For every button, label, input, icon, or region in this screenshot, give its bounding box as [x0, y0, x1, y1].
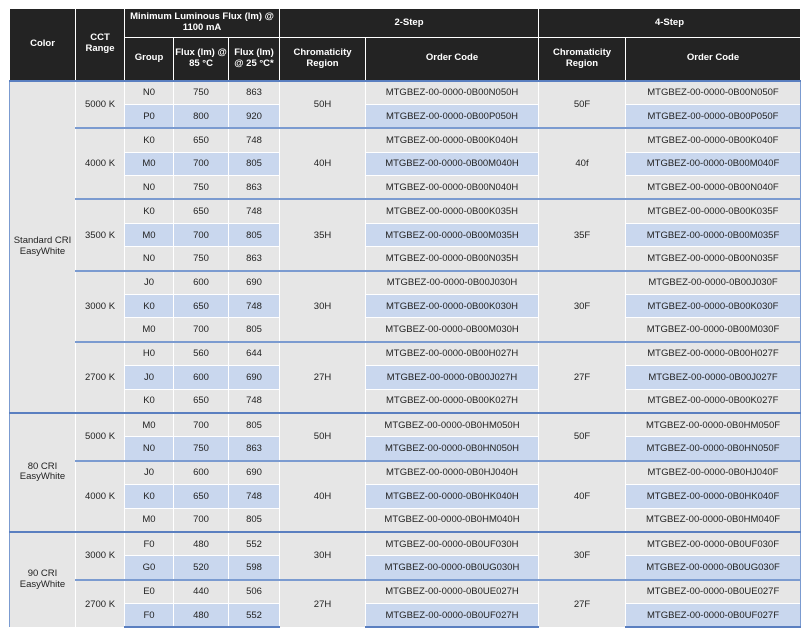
- order-code-2step: MTGBEZ-00-0000-0B0HM050H: [366, 413, 539, 437]
- chroma-2step: 27H: [280, 580, 366, 628]
- order-code-2step: MTGBEZ-00-0000-0B0UF027H: [366, 604, 539, 628]
- order-code-4step: MTGBEZ-00-0000-0B00H027F: [626, 342, 801, 366]
- order-code-2step: MTGBEZ-00-0000-0B00N050H: [366, 81, 539, 105]
- order-code-2step: MTGBEZ-00-0000-0B00N040H: [366, 176, 539, 200]
- flux-25-cell: 863: [229, 437, 280, 461]
- header-color: Color: [10, 9, 76, 81]
- order-code-4step: MTGBEZ-00-0000-0B00K040F: [626, 128, 801, 152]
- header-chroma-2step: Chromaticity Region: [280, 38, 366, 81]
- flux-85-cell: 650: [174, 295, 229, 318]
- flux-85-cell: 750: [174, 81, 229, 105]
- chroma-2step: 50H: [280, 81, 366, 129]
- order-code-4step: MTGBEZ-00-0000-0B0UG030F: [626, 556, 801, 580]
- order-code-2step: MTGBEZ-00-0000-0B00P050H: [366, 104, 539, 128]
- cct-range: 3000 K: [76, 532, 125, 580]
- order-code-4step: MTGBEZ-00-0000-0B00P050F: [626, 104, 801, 128]
- header-flux-85: Flux (lm) @ 85 °C: [174, 38, 229, 81]
- group-cell: N0: [125, 81, 174, 105]
- flux-25-cell: 805: [229, 152, 280, 175]
- order-code-2step: MTGBEZ-00-0000-0B00M030H: [366, 318, 539, 342]
- order-code-2step: MTGBEZ-00-0000-0B00J030H: [366, 271, 539, 295]
- flux-85-cell: 600: [174, 271, 229, 295]
- group-cell: H0: [125, 342, 174, 366]
- order-code-2step: MTGBEZ-00-0000-0B00J027H: [366, 366, 539, 389]
- order-code-2step: MTGBEZ-00-0000-0B0HN050H: [366, 437, 539, 461]
- flux-85-cell: 600: [174, 461, 229, 485]
- order-code-2step: MTGBEZ-00-0000-0B00H027H: [366, 342, 539, 366]
- header-cct-range: CCT Range: [76, 9, 125, 81]
- chroma-4step: 40f: [539, 128, 626, 199]
- header-two-step: 2-Step: [280, 9, 539, 38]
- order-code-2step: MTGBEZ-00-0000-0B0UF030H: [366, 532, 539, 556]
- order-code-4step: MTGBEZ-00-0000-0B00N040F: [626, 176, 801, 200]
- order-code-2step: MTGBEZ-00-0000-0B0HK040H: [366, 485, 539, 508]
- order-code-4step: MTGBEZ-00-0000-0B0HK040F: [626, 485, 801, 508]
- table-row: [10, 128, 801, 152]
- order-code-4step: MTGBEZ-00-0000-0B00K027F: [626, 389, 801, 413]
- flux-85-cell: 700: [174, 508, 229, 532]
- flux-85-cell: 750: [174, 247, 229, 271]
- group-cell: J0: [125, 366, 174, 389]
- cct-range: 3500 K: [76, 199, 125, 270]
- flux-25-cell: 863: [229, 81, 280, 105]
- flux-25-cell: 748: [229, 199, 280, 223]
- flux-85-cell: 650: [174, 389, 229, 413]
- color-label: 80 CRI EasyWhite: [10, 413, 76, 532]
- color-label: Standard CRI EasyWhite: [10, 81, 76, 413]
- chroma-4step: 30F: [539, 532, 626, 580]
- table-container: [9, 8, 801, 628]
- flux-85-cell: 480: [174, 604, 229, 628]
- group-cell: J0: [125, 271, 174, 295]
- table-row: [10, 223, 801, 246]
- flux-25-cell: 920: [229, 104, 280, 128]
- chroma-4step: 35F: [539, 199, 626, 270]
- chroma-4step: 27F: [539, 580, 626, 628]
- table-body: [10, 81, 801, 628]
- flux-85-cell: 700: [174, 413, 229, 437]
- flux-85-cell: 650: [174, 485, 229, 508]
- order-code-4step: MTGBEZ-00-0000-0B0HM040F: [626, 508, 801, 532]
- chroma-4step: 27F: [539, 342, 626, 413]
- flux-85-cell: 560: [174, 342, 229, 366]
- table-row: [10, 81, 801, 105]
- order-code-2step: MTGBEZ-00-0000-0B0UE027H: [366, 580, 539, 604]
- flux-25-cell: 552: [229, 604, 280, 628]
- flux-85-cell: 750: [174, 176, 229, 200]
- chroma-2step: 30H: [280, 271, 366, 342]
- flux-85-cell: 700: [174, 318, 229, 342]
- group-cell: F0: [125, 532, 174, 556]
- flux-85-cell: 750: [174, 437, 229, 461]
- flux-25-cell: 805: [229, 508, 280, 532]
- table-row: [10, 485, 801, 508]
- flux-85-cell: 650: [174, 128, 229, 152]
- order-code-2step: MTGBEZ-00-0000-0B0HM040H: [366, 508, 539, 532]
- chroma-4step: 50F: [539, 81, 626, 129]
- order-code-4step: MTGBEZ-00-0000-0B0HJ040F: [626, 461, 801, 485]
- table-row: [10, 318, 801, 342]
- group-cell: G0: [125, 556, 174, 580]
- flux-85-cell: 650: [174, 199, 229, 223]
- order-code-4step: MTGBEZ-00-0000-0B0HM050F: [626, 413, 801, 437]
- group-cell: M0: [125, 508, 174, 532]
- header-order-4step: Order Code: [626, 38, 801, 81]
- table-row: [10, 366, 801, 389]
- group-cell: K0: [125, 485, 174, 508]
- order-code-4step: MTGBEZ-00-0000-0B00M040F: [626, 152, 801, 175]
- table-row: [10, 604, 801, 628]
- order-code-2step: MTGBEZ-00-0000-0B0HJ040H: [366, 461, 539, 485]
- flux-25-cell: 805: [229, 413, 280, 437]
- group-cell: M0: [125, 413, 174, 437]
- order-code-2step: MTGBEZ-00-0000-0B0UG030H: [366, 556, 539, 580]
- flux-25-cell: 748: [229, 485, 280, 508]
- cct-range: 5000 K: [76, 81, 125, 129]
- group-cell: K0: [125, 128, 174, 152]
- group-cell: N0: [125, 176, 174, 200]
- order-code-2step: MTGBEZ-00-0000-0B00M035H: [366, 223, 539, 246]
- order-code-4step: MTGBEZ-00-0000-0B00K030F: [626, 295, 801, 318]
- header-chroma-4step: Chromaticity Region: [539, 38, 626, 81]
- header-four-step: 4-Step: [539, 9, 801, 38]
- order-code-4step: MTGBEZ-00-0000-0B00N035F: [626, 247, 801, 271]
- order-code-4step: MTGBEZ-00-0000-0B00J027F: [626, 366, 801, 389]
- table-row: [10, 389, 801, 413]
- flux-25-cell: 748: [229, 389, 280, 413]
- group-cell: N0: [125, 437, 174, 461]
- flux-25-cell: 748: [229, 295, 280, 318]
- order-code-4step: MTGBEZ-00-0000-0B00M030F: [626, 318, 801, 342]
- header-order-2step: Order Code: [366, 38, 539, 81]
- group-cell: K0: [125, 295, 174, 318]
- color-label: 90 CRI EasyWhite: [10, 532, 76, 628]
- chroma-2step: 50H: [280, 413, 366, 461]
- flux-25-cell: 690: [229, 366, 280, 389]
- flux-25-cell: 506: [229, 580, 280, 604]
- cct-range: 5000 K: [76, 413, 125, 461]
- order-code-2step: MTGBEZ-00-0000-0B00M040H: [366, 152, 539, 175]
- order-code-4step: MTGBEZ-00-0000-0B00N050F: [626, 81, 801, 105]
- order-code-2step: MTGBEZ-00-0000-0B00K027H: [366, 389, 539, 413]
- order-code-4step: MTGBEZ-00-0000-0B00J030F: [626, 271, 801, 295]
- flux-85-cell: 700: [174, 152, 229, 175]
- order-code-4step: MTGBEZ-00-0000-0B0HN050F: [626, 437, 801, 461]
- order-code-4step: MTGBEZ-00-0000-0B0UE027F: [626, 580, 801, 604]
- table-row: [10, 104, 801, 128]
- group-cell: M0: [125, 152, 174, 175]
- table-row: [10, 532, 801, 556]
- chroma-4step: 50F: [539, 413, 626, 461]
- table-row: [10, 199, 801, 223]
- flux-85-cell: 800: [174, 104, 229, 128]
- table-row: [10, 295, 801, 318]
- chroma-4step: 40F: [539, 461, 626, 532]
- flux-25-cell: 863: [229, 247, 280, 271]
- flux-85-cell: 600: [174, 366, 229, 389]
- flux-85-cell: 440: [174, 580, 229, 604]
- chroma-2step: 40H: [280, 461, 366, 532]
- order-code-2step: MTGBEZ-00-0000-0B00K035H: [366, 199, 539, 223]
- table-row: [10, 580, 801, 604]
- table-row: [10, 437, 801, 461]
- table-row: [10, 247, 801, 271]
- luminous-flux-table: [9, 8, 801, 628]
- chroma-2step: 40H: [280, 128, 366, 199]
- flux-25-cell: 748: [229, 128, 280, 152]
- flux-85-cell: 520: [174, 556, 229, 580]
- flux-25-cell: 863: [229, 176, 280, 200]
- cct-range: 2700 K: [76, 342, 125, 413]
- table-row: [10, 342, 801, 366]
- order-code-4step: MTGBEZ-00-0000-0B0UF027F: [626, 604, 801, 628]
- header-flux-25: Flux (lm) @ 25 °C*: [229, 38, 280, 81]
- flux-85-cell: 480: [174, 532, 229, 556]
- header-min-flux: Minimum Luminous Flux (lm) @ 1100 mA: [125, 9, 280, 38]
- cct-range: 2700 K: [76, 580, 125, 628]
- order-code-4step: MTGBEZ-00-0000-0B0UF030F: [626, 532, 801, 556]
- table-row: [10, 461, 801, 485]
- group-cell: E0: [125, 580, 174, 604]
- chroma-2step: 30H: [280, 532, 366, 580]
- group-cell: P0: [125, 104, 174, 128]
- group-cell: J0: [125, 461, 174, 485]
- header-group: Group: [125, 38, 174, 81]
- group-cell: K0: [125, 199, 174, 223]
- group-cell: M0: [125, 223, 174, 246]
- flux-25-cell: 690: [229, 271, 280, 295]
- order-code-4step: MTGBEZ-00-0000-0B00M035F: [626, 223, 801, 246]
- table-row: [10, 176, 801, 200]
- flux-25-cell: 690: [229, 461, 280, 485]
- cct-range: 4000 K: [76, 461, 125, 532]
- chroma-2step: 35H: [280, 199, 366, 270]
- group-cell: F0: [125, 604, 174, 628]
- group-cell: M0: [125, 318, 174, 342]
- table-row: [10, 556, 801, 580]
- table-row: [10, 508, 801, 532]
- table-row: [10, 271, 801, 295]
- table-row: [10, 152, 801, 175]
- flux-25-cell: 805: [229, 223, 280, 246]
- order-code-4step: MTGBEZ-00-0000-0B00K035F: [626, 199, 801, 223]
- chroma-4step: 30F: [539, 271, 626, 342]
- group-cell: K0: [125, 389, 174, 413]
- flux-25-cell: 552: [229, 532, 280, 556]
- group-cell: N0: [125, 247, 174, 271]
- cct-range: 4000 K: [76, 128, 125, 199]
- table-row: [10, 413, 801, 437]
- table-header: [10, 9, 801, 81]
- flux-25-cell: 598: [229, 556, 280, 580]
- flux-85-cell: 700: [174, 223, 229, 246]
- flux-25-cell: 644: [229, 342, 280, 366]
- order-code-2step: MTGBEZ-00-0000-0B00K040H: [366, 128, 539, 152]
- chroma-2step: 27H: [280, 342, 366, 413]
- order-code-2step: MTGBEZ-00-0000-0B00K030H: [366, 295, 539, 318]
- flux-25-cell: 805: [229, 318, 280, 342]
- cct-range: 3000 K: [76, 271, 125, 342]
- order-code-2step: MTGBEZ-00-0000-0B00N035H: [366, 247, 539, 271]
